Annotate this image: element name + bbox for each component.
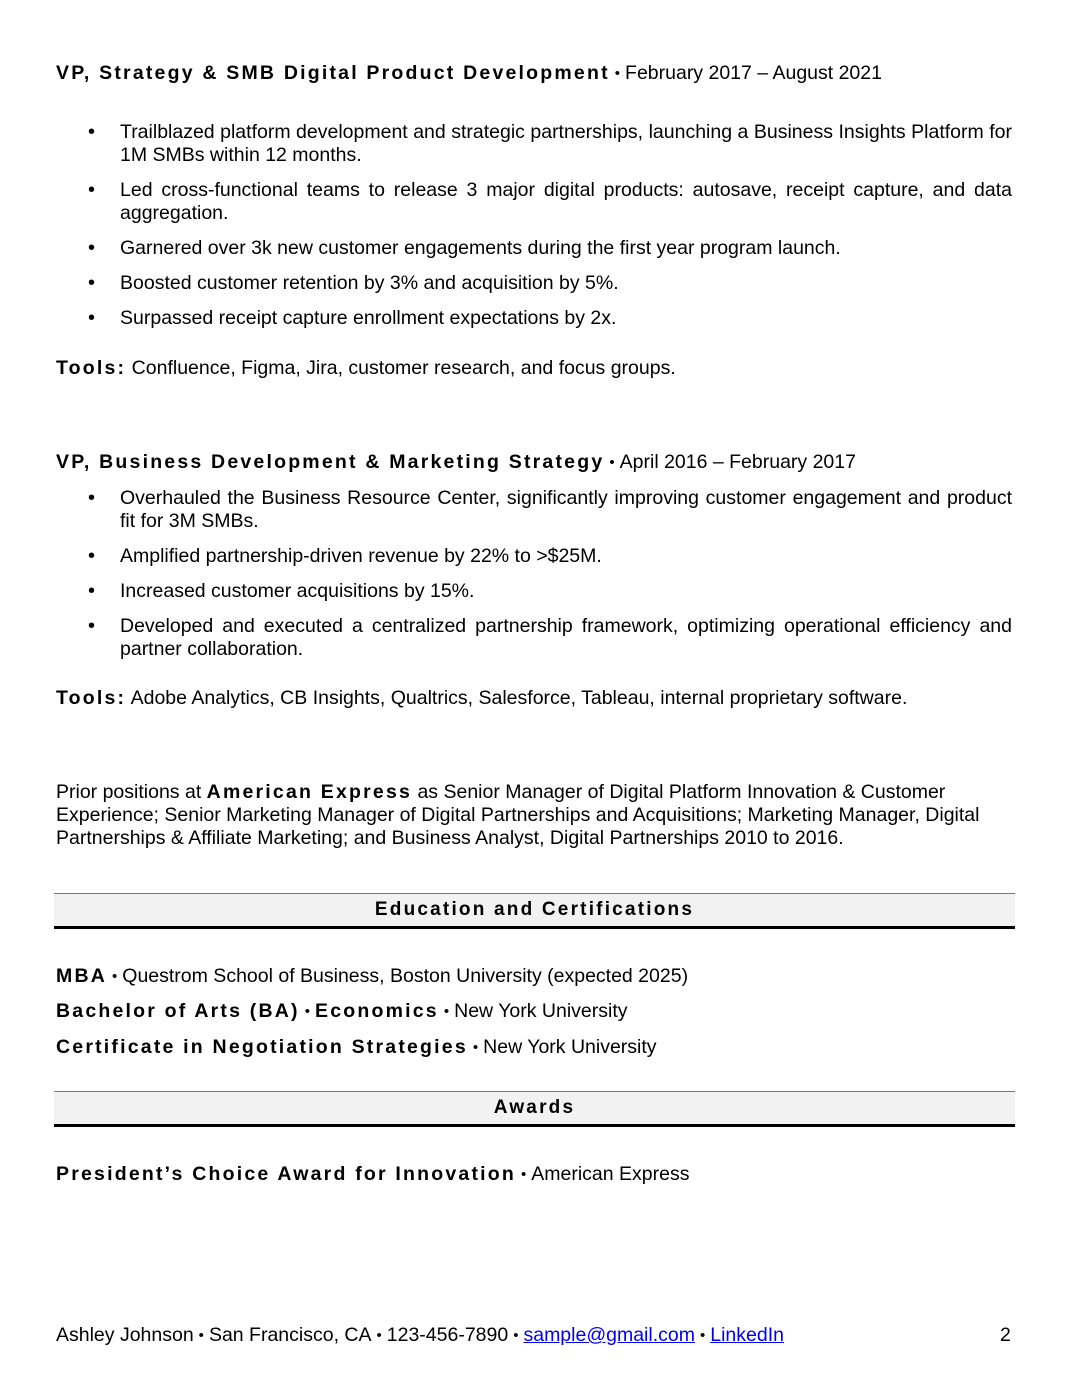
field: Economics [315, 1000, 439, 1022]
separator: • [513, 1327, 519, 1344]
award-name: President’s Choice Award for Innovation [56, 1163, 516, 1185]
footer-phone: 123-456-7890 [386, 1324, 509, 1346]
bullet-item: • Developed and executed a centralized partnership framework, optimizing operational efficiency and partner collaboration. [88, 615, 1012, 661]
award-org: American Express [531, 1163, 690, 1185]
tools-label: Tools: [56, 687, 127, 709]
tools-label: Tools: [56, 357, 127, 379]
footer-name: Ashley Johnson [56, 1324, 194, 1346]
bullet-item: • Surpassed receipt capture enrollment expectations by 2x. [88, 307, 1012, 330]
degree: Certificate in Negotiation Strategies [56, 1036, 468, 1058]
job-bullets [88, 487, 1012, 661]
email-link[interactable]: sample@gmail.com [523, 1324, 695, 1346]
separator: • [198, 1327, 204, 1344]
separator: • [443, 1003, 450, 1020]
tools-list: Confluence, Figma, Jira, customer research, and focus groups. [131, 357, 676, 379]
prior-text: as Senior Manager of Digital Platform Innovation & Customer Experience; Senior Marketing Manager of Digital Partnerships and Acquisitions; Marketing Manager, Digital Partnerships & Affiliate Marketing; and Business Analyst, Digital Partnerships 2010 to 2016. [56, 781, 980, 849]
school: Questrom School of Business, Boston University (expected 2025) [122, 965, 689, 987]
prior-positions [56, 781, 1016, 850]
separator: • [614, 65, 621, 82]
prior-prefix: Prior positions at [56, 781, 207, 803]
footer-contact [56, 1324, 784, 1347]
separator: • [609, 454, 615, 471]
section-header-education [54, 893, 1015, 929]
education-entry [56, 965, 688, 988]
education-entry [56, 1036, 657, 1059]
separator: • [376, 1327, 382, 1344]
section-title: Awards [493, 1097, 576, 1118]
bullet-item: • Boosted customer retention by 3% and acquisition by 5%. [88, 272, 1012, 295]
page-number: 2 [1000, 1324, 1011, 1346]
bullet-item: • Led cross-functional teams to release 3 major digital products: autosave, receipt capture, and data aggregation. [88, 179, 1012, 225]
footer-location: San Francisco, CA [208, 1324, 372, 1346]
degree: MBA [56, 965, 108, 987]
tools-line [56, 687, 907, 710]
separator: • [520, 1166, 527, 1183]
bullet-item: • Amplified partnership-driven revenue by 22% to >$25M. [88, 545, 1012, 568]
bullet-item: • Overhauled the Business Resource Center, significantly improving customer engagement and product fit for 3M SMBs. [88, 487, 1012, 533]
tools-line [56, 357, 676, 380]
school: New York University [454, 1000, 628, 1022]
separator: • [304, 1003, 311, 1020]
degree: Bachelor of Arts (BA) [56, 1000, 300, 1022]
linkedin-link[interactable]: LinkedIn [710, 1324, 784, 1346]
education-entry [56, 1000, 628, 1023]
award-entry [56, 1163, 689, 1186]
bullet-item: • Increased customer acquisitions by 15%. [88, 580, 1012, 603]
job-bullets [88, 121, 1012, 330]
job-dates: February 2017 – August 2021 [625, 62, 882, 84]
section-title: Education and Certifications [374, 899, 695, 920]
school: New York University [483, 1036, 657, 1058]
bullet-item: • Garnered over 3k new customer engagements during the first year program launch. [88, 237, 1012, 260]
separator: • [112, 968, 118, 985]
separator: • [699, 1327, 706, 1344]
prior-company: American Express [206, 781, 413, 803]
job-title: VP, Business Development & Marketing Strategy [56, 451, 605, 473]
tools-list: Adobe Analytics, CB Insights, Qualtrics, Salesforce, Tableau, internal proprietary software. [130, 687, 908, 709]
job-heading [56, 62, 882, 85]
job-dates: April 2016 – February 2017 [619, 451, 856, 473]
separator: • [472, 1039, 479, 1056]
bullet-item: • Trailblazed platform development and strategic partnerships, launching a Business Insights Platform for 1M SMBs within 12 months. [88, 121, 1012, 167]
job-heading [56, 451, 856, 474]
section-header-awards [54, 1091, 1015, 1127]
job-title: VP, Strategy & SMB Digital Product Development [56, 62, 610, 84]
